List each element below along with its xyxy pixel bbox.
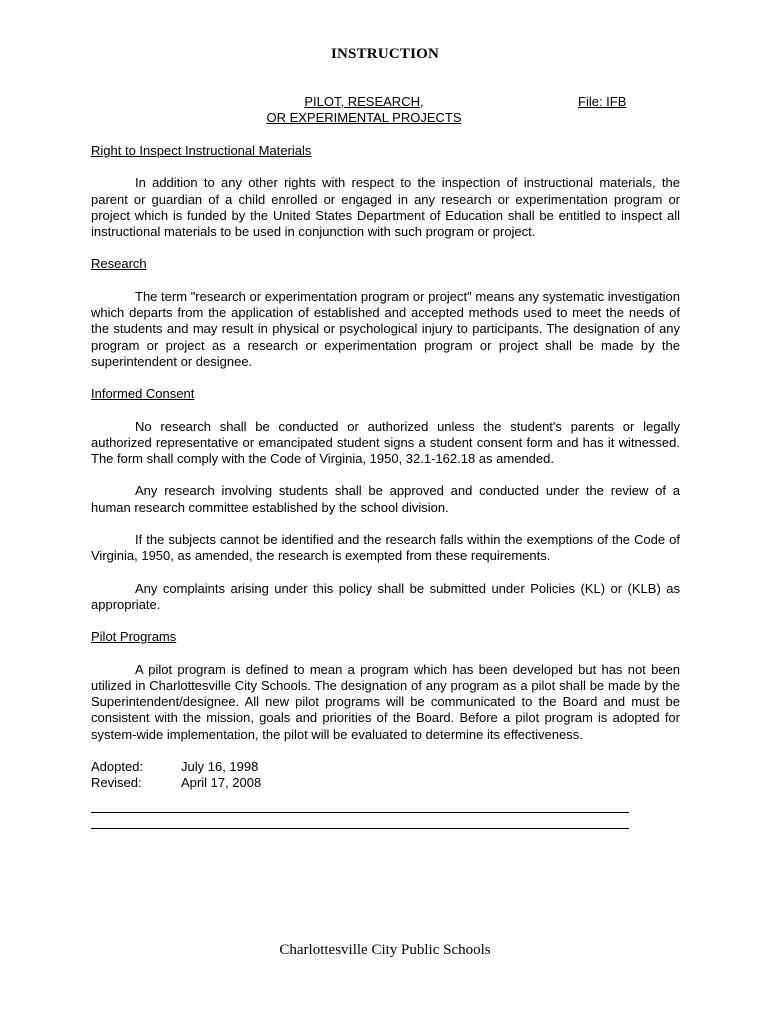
revised-label: Revised: [91, 775, 142, 791]
paragraph-research: The term "research or experimentation program or project" means any systematic investigation which departs from the application of established and accepted methods used to meet the needs of the students and may result in physical or psychological injury to participants. The designation of any program or project as a research or experimentation program or project shall be made by the superintendent or designee. [91, 288, 680, 369]
paragraph-consent-2: Any research involving students shall be approved and conducted under the review of a human research committee established by the school division. [91, 483, 680, 515]
divider-line-1 [91, 812, 629, 813]
policy-title-line-2: OR EXPERIMENTAL PROJECTS [266, 110, 462, 125]
section-title-consent: Informed Consent [91, 386, 195, 402]
paragraph-consent-3: If the subjects cannot be identified and the research falls within the exemptions of the Code of Virginia, 1950, as amended, the research is exempted from these requirements. [91, 532, 680, 564]
adopted-date: July 16, 1998 [181, 759, 259, 775]
footer-school-name: Charlottesville City Public Schools [279, 942, 491, 958]
paragraph-pilot: A pilot program is defined to mean a program which has been developed but has not been utilized in Charlottesville City Schools. The designation of any program as a pilot shall be made by the Superintendent/designee. All new pilot programs will be communicated to the Board and must be consistent with the mission, goals and priorities of the Board. Before a pilot program is adopted for system-wide implementation, the pilot will be evaluated to determine its effectiveness. [91, 661, 680, 742]
section-title-inspect: Right to Inspect Instructional Materials [91, 143, 312, 158]
file-code: File: IFB [578, 94, 627, 109]
divider-line-2 [91, 828, 629, 829]
revised-date: April 17, 2008 [181, 775, 262, 791]
policy-dates [91, 759, 680, 792]
section-title-research: Research [91, 256, 147, 272]
revised-row [91, 775, 680, 791]
section-title-pilot: Pilot Programs [91, 629, 177, 645]
adopted-row [91, 759, 680, 775]
paragraph-inspect: In addition to any other rights with respect to the inspection of instructional materials, the parent or guardian of a child enrolled or engaged in any research or experimentation program or project which is funded by the United States Department of Education shall be entitled to inspect all instructional materials to be used in conjunction with such program or project. [91, 175, 680, 240]
paragraph-consent-1: No research shall be conducted or authorized unless the student's parents or legally authorized representative or emancipated student signs a student consent form and has it witnessed. The form shall comply with the Code of Virginia, 1950, 32.1-162.18 as amended. [91, 418, 680, 467]
policy-title [258, 94, 470, 126]
document-heading: INSTRUCTION [330, 46, 440, 62]
document-body [91, 143, 680, 829]
policy-title-line-1: PILOT, RESEARCH, [304, 94, 424, 109]
adopted-label: Adopted: [91, 759, 144, 775]
paragraph-consent-4: Any complaints arising under this policy shall be submitted under Policies (KL) or (KLB) as appropriate. [91, 580, 680, 612]
